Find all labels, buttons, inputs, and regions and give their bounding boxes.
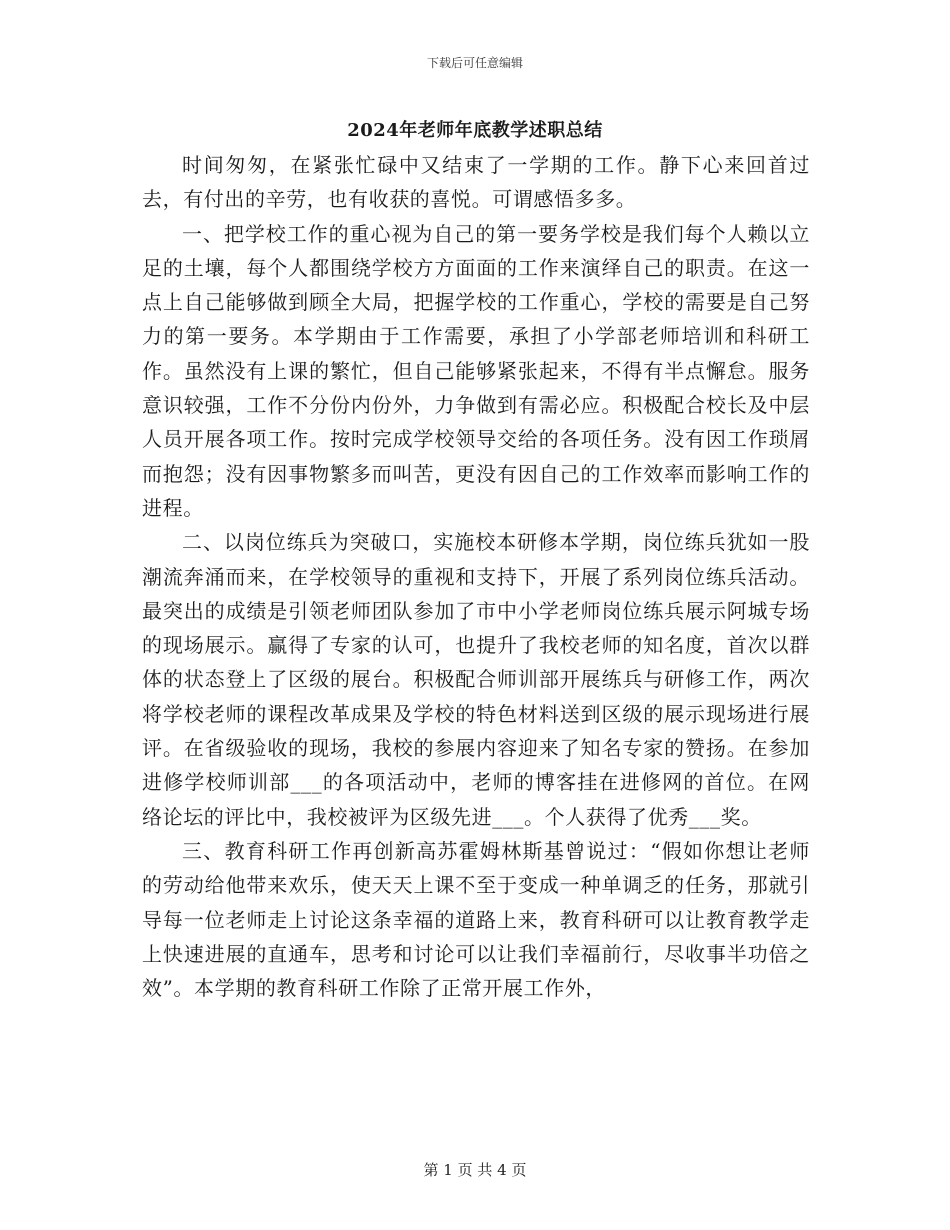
document-body xyxy=(142,148,810,1005)
paragraph-section-2: 二、以岗位练兵为突破口，实施校本研修本学期，岗位练兵犹如一股潮流奔涌而来，在学校领导的重视和支持下，开展了系列岗位练兵活动。最突出的成绩是引领老师团队参加了市中小学老师岗位练兵展示阿城专场的现场展示。赢得了专家的认可，也提升了我校老师的知名度，首次以群体的状态登上了区级的展台。积极配合师训部开展练兵与研修工作，两次将学校老师的课程改革成果及学校的特色材料送到区级的展示现场进行展评。在省级验收的现场，我校的参展内容迎来了知名专家的赞扬。在参加进修学校师训部___的各项活动中，老师的博客挂在进修网的首位。在网络论坛的评比中，我校被评为区级先进___。个人获得了优秀___奖。 xyxy=(142,530,810,829)
paragraph-section-3: 三、教育科研工作再创新高苏霍姆林斯基曾说过：“假如你想让老师的劳动给他带来欢乐，使天天上课不至于变成一种单调乏的任务，那就引导每一位老师走上讨论这条幸福的道路上来，教育科研可以让教育教学走上快速进展的直通车，思考和讨论可以让我们幸福前行，尽收事半功倍之效”。本学期的教育科研工作除了正常开展工作外， xyxy=(142,838,810,1001)
paragraph-section-1: 一、把学校工作的重心视为自己的第一要务学校是我们每个人赖以立足的土壤，每个人都围绕学校方方面面的工作来演绎自己的职责。在这一点上自己能够做到顾全大局，把握学校的工作重心，学校的需要是自己努力的第一要务。本学期由于工作需要，承担了小学部老师培训和科研工作。虽然没有上课的繁忙，但自己能够紧张起来，不得有半点懈怠。服务意识较强，工作不分份内份外，力争做到有需必应。积极配合校长及中层人员开展各项工作。按时完成学校领导交给的各项任务。没有因工作琐屑而抱怨；没有因事物繁多而叫苦，更没有因自己的工作效率而影响工作的进程。 xyxy=(142,221,810,520)
document-title: 2024年老师年底教学述职总结 xyxy=(347,120,603,141)
page-number-footer: 第 1 页 共 4 页 xyxy=(423,1161,527,1179)
paragraph-intro: 时间匆匆，在紧张忙碌中又结束了一学期的工作。静下心来回首过去，有付出的辛劳，也有收获的喜悦。可谓感悟多多。 xyxy=(142,153,810,212)
page-header-note: 下载后可任意编辑 xyxy=(426,56,523,70)
